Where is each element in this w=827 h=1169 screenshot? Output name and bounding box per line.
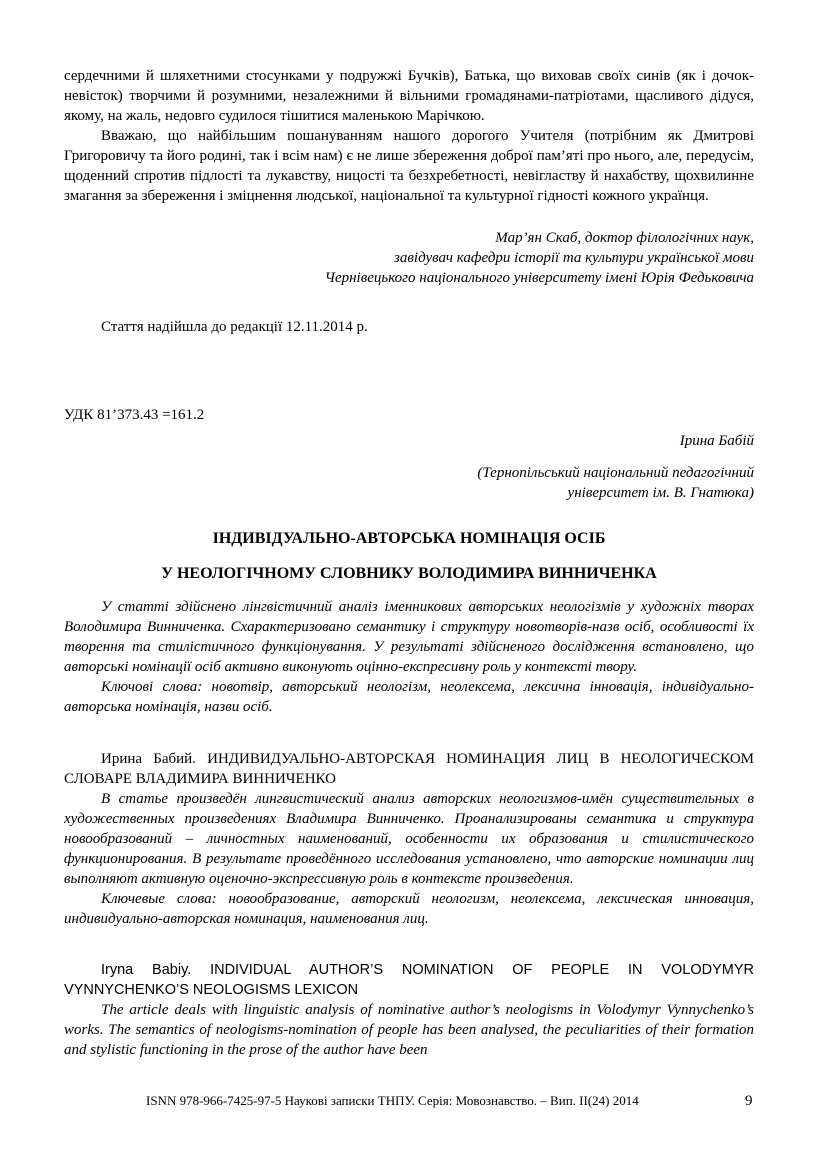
prev-article-paragraph-2: Вважаю, що найбільшим пошануванням нашого дорогого Учителя (потрібним як Дмитрові Григоровичу та його родині, так і всім нам) є не лише збереження доброї пам’яті про нього, але, передусім, щоденний спротив підлості та лукавству, ницості та безхребетності, невігластву й нахабству, щохвилинне змагання за збереження і зміцнення людської, національної та культурної гідності кожного українця. xyxy=(64,128,754,204)
keywords-ukrainian: Ключові слова: новотвір, авторський неологізм, неолексема, лексична інновація, індивідуально-авторська номінація, назви осіб. xyxy=(64,679,754,715)
received-date: Стаття надійшла до редакції 12.11.2014 р. xyxy=(101,319,368,335)
prev-article-paragraph-1: сердечними й шляхетними стосунками у подружжі Бучків), Батька, що виховав своїх синів (як і дочок-невісток) творчими й розумними, незалежними й вільними громадянами-патріотами, щасливого дідуся, якому, на жаль, недовго судилося тішитися маленькою Марічкою. xyxy=(64,68,754,124)
keywords-russian: Ключевые слова: новообразование, авторский неологизм, неолексема, лексическая инновация, индивидуально-авторская номинация, наименования лиц. xyxy=(64,891,754,927)
abstract-russian: В статье произведён лингвистический анализ авторских неологизмов-имён существительных в художественных произведениях Владимира Винниченко. Проанализированы семантика и структура новообразований – личностных наименований, особенности их образования и стилистического функционирования. В результате проведённого исследования установлено, что авторские номинации лиц выполняют активную оценочно-экспрессивную роль в контексте произведения. xyxy=(64,791,754,887)
affiliation-line-1: (Тернопільський національний педагогічний xyxy=(477,465,754,481)
abstract-ukrainian: У статті здійснено лінгвістичний аналіз іменникових авторських неологізмів у художніх творах Володимира Винниченка. Схарактеризовано семантику і структуру новотворів-назв осіб, особливості їх творення та стилістичного функціонування. У результаті здійсненого дослідження встановлено, що авторські номінації осіб активно виконують оцінно-експресивну роль у контексті твору. xyxy=(64,599,754,675)
udk-code: УДК 81’373.43 =161.2 xyxy=(64,407,205,423)
article-author: Ірина Бабій xyxy=(679,433,754,449)
abstract-english: The article deals with linguistic analysis of nominative author’s neologisms in Volodymyr Vynnychenko’s works. The semantics of neologisms-nomination of people has been analysed, the peculiarities of their formation and stylistic functioning in the prose of the author have been xyxy=(64,1002,754,1058)
article-title-line-2: У НЕОЛОГІЧНОМУ СЛОВНИКУ ВОЛОДИМИРА ВИННИЧЕНКА xyxy=(161,565,657,582)
russian-heading: Ирина Бабий. ИНДИВИДУАЛЬНО-АВТОРСКАЯ НОМИНАЦИЯ ЛИЦ В НЕОЛОГИЧЕСКОМ СЛОВАРЕ ВЛАДИМИРА ВИННИЧЕНКО xyxy=(64,751,754,787)
journal-reference: ISNN 978-966-7425-97-5 Наукові записки ТНПУ. Серія: Мовознавство. – Вип. ІІ(24) 2014 xyxy=(146,1093,639,1108)
prev-article-signature xyxy=(64,228,754,288)
signature-line-2: завідувач кафедри історії та культури української мови xyxy=(394,250,754,266)
article-title-line-1: ІНДИВІДУАЛЬНО-АВТОРСЬКА НОМІНАЦІЯ ОСІБ xyxy=(212,530,606,547)
author-affiliation xyxy=(64,463,754,503)
page-body xyxy=(64,66,754,1060)
affiliation-line-2: університет ім. В. Гнатюка) xyxy=(567,485,754,501)
page-number: 9 xyxy=(745,1093,753,1109)
signature-line-3: Чернівецького національного університету імені Юрія Федьковича xyxy=(324,270,754,286)
english-heading: Iryna Babiy. INDIVIDUAL AUTHOR’S NOMINATION OF PEOPLE IN VOLODYMYR VYNNYCHENKO’S NEOLOGISMS LEXICON xyxy=(64,962,754,998)
signature-line-1: Мар’ян Скаб, доктор філологічних наук, xyxy=(495,230,754,246)
